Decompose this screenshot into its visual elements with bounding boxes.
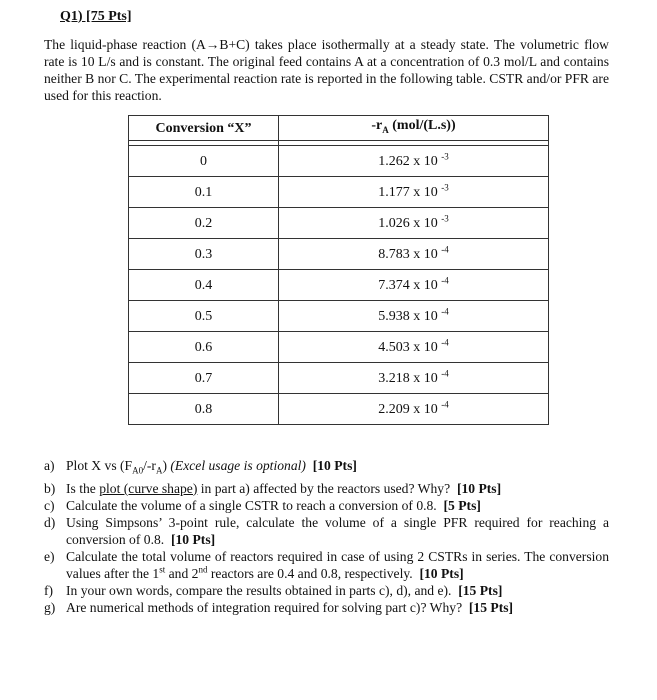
optional-note: (Excel usage is optional)	[170, 458, 306, 473]
rate-cell: 5.938 x 10 $^{-4}$	[279, 301, 549, 332]
question-c: c) Calculate the volume of a single CSTR to reach a conversion of 0.8. [5 Pts]	[44, 497, 481, 513]
table-row	[129, 208, 549, 239]
points-label: [5 Pts]	[443, 497, 481, 513]
rate-cell: 2.209 x 10 $^{-4}$	[279, 394, 549, 425]
points-label: [10 Pts]	[312, 458, 357, 473]
points-label: [15 Pts]	[468, 599, 514, 615]
table-row	[129, 177, 549, 208]
question-e: e) Calculate the total volume of reactors required in case of using 2 CSTRs in series. The conversion values after the 1st and 2nd reactors are 0.4 and 0.8, respectively. [10 Pts]	[44, 548, 609, 581]
rate-cell: 1.262 x 10 $^{-3}$	[279, 146, 549, 177]
conversion-cell: 0	[129, 146, 279, 177]
question-b: b) Is the plot (curve shape) in part a) affected by the reactors used? Why? [10 Pts]	[44, 480, 502, 496]
rate-cell: 3.218 x 10 $^{-4}$	[279, 363, 549, 394]
table-row	[129, 301, 549, 332]
question-a: a) Plot X vs $(F_{A0}/-r_A)$ (Excel usage is optional) [10 Pts]	[44, 458, 357, 476]
table-row	[129, 270, 549, 301]
question-marker: c)	[44, 497, 55, 513]
table-row	[129, 363, 549, 394]
question-marker: d)	[44, 514, 56, 530]
question-marker: e)	[44, 548, 55, 564]
rate-cell: 7.374 x 10 $^{-4}$	[279, 270, 549, 301]
points-label: [10 Pts]	[419, 565, 464, 581]
rate-cell: 1.177 x 10 $^{-3}$	[279, 177, 549, 208]
rate-cell: 1.026 x 10 $^{-3}$	[279, 208, 549, 239]
rate-cell: 8.783 x 10 $^{-4}$	[279, 239, 549, 270]
question-title: Q1) [75 Pts]	[60, 9, 132, 24]
conversion-cell: 0.6	[129, 332, 279, 363]
rate-cell: 4.503 x 10 $^{-4}$	[279, 332, 549, 363]
conversion-cell: 0.1	[129, 177, 279, 208]
table-header-row	[129, 116, 549, 141]
header-conversion: Conversion “X”	[129, 116, 279, 141]
question-marker: b)	[44, 480, 56, 496]
question-g: g) Are numerical methods of integration required for solving part c)? Why? [15 Pts]	[44, 599, 514, 615]
conversion-cell: 0.2	[129, 208, 279, 239]
problem-statement: The liquid-phase reaction (A→B+C) takes place isothermally at a steady state. The volumetric flow rate is 10 L/s and is constant. The original feed contains A at a concentration of 0.3 mol/L and contains neither B nor C. The experimental reaction rate is reported in the following table. CSTR and/or PFR are used for this reaction.	[44, 37, 609, 103]
table-row	[129, 239, 549, 270]
table-row	[129, 146, 549, 177]
underlined-phrase: plot (curve shape)	[99, 480, 198, 496]
points-label: [10 Pts]	[456, 480, 502, 496]
conversion-cell: 0.3	[129, 239, 279, 270]
header-rate: $-r_A$ (mol/(L.s))	[279, 116, 549, 141]
question-f: f) In your own words, compare the results obtained in parts c), d), and e). [15 Pts]	[44, 582, 503, 598]
points-label: [15 Pts]	[458, 582, 503, 598]
question-marker: f)	[44, 582, 54, 598]
table-row	[129, 332, 549, 363]
conversion-cell: 0.5	[129, 301, 279, 332]
conversion-cell: 0.7	[129, 363, 279, 394]
rate-data-table	[128, 115, 549, 425]
question-list	[44, 457, 609, 616]
question-d: d) Using Simpsons’ 3-point rule, calculate the volume of a single PFR required for reaching a conversion of 0.8. [10 Pts]	[44, 514, 609, 547]
conversion-cell: 0.8	[129, 394, 279, 425]
question-marker: a)	[44, 458, 55, 473]
conversion-cell: 0.4	[129, 270, 279, 301]
question-marker: g)	[44, 599, 56, 615]
points-label: [10 Pts]	[170, 531, 216, 547]
table-row	[129, 394, 549, 425]
